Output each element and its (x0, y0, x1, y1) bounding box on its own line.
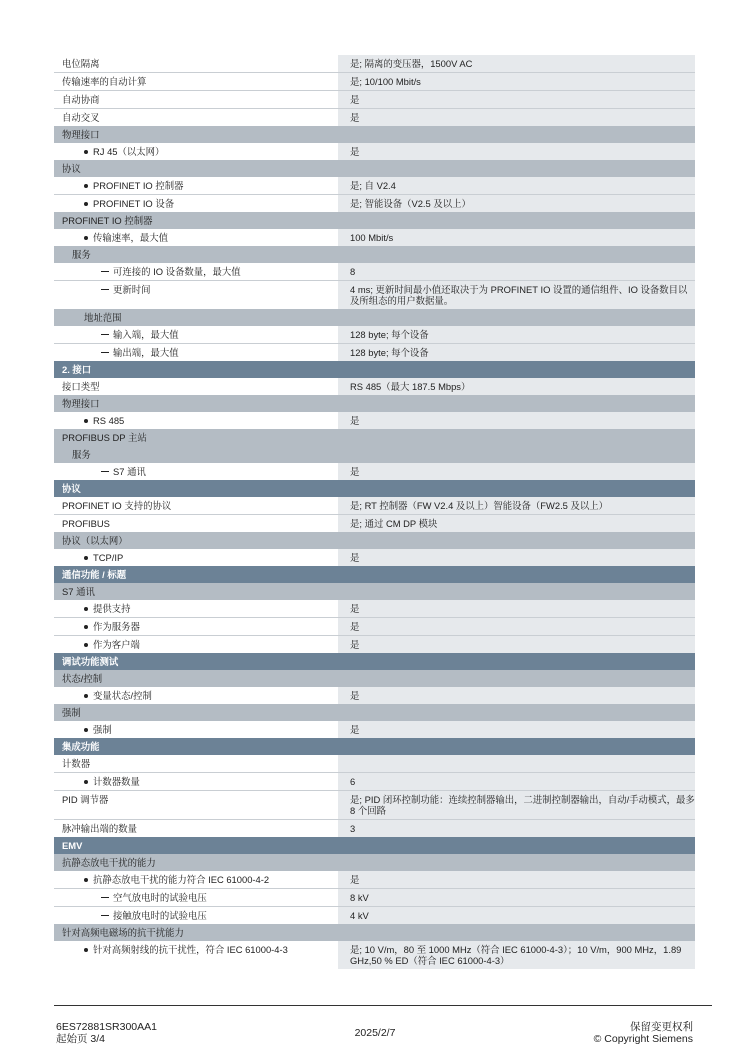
row-label (54, 549, 338, 566)
row-label (54, 429, 695, 446)
table-row (54, 280, 695, 309)
row-label (54, 143, 338, 160)
spec-table (54, 55, 695, 969)
table-row (54, 514, 695, 532)
group-header (54, 446, 695, 463)
group-header (54, 704, 695, 721)
row-label (54, 212, 695, 229)
row-label (54, 871, 338, 888)
group-header (54, 309, 695, 326)
row-label (54, 653, 695, 670)
row-label (54, 924, 695, 941)
row-label (54, 326, 338, 343)
table-row (54, 755, 695, 772)
copyright: © Copyright Siemens (593, 1033, 693, 1045)
bullet-icon (84, 150, 88, 154)
row-label-text: PROFIBUS DP 主站 (62, 432, 147, 443)
row-label-text: 作为服务器 (93, 621, 140, 632)
row-value: 6 (338, 773, 695, 790)
row-label (54, 395, 695, 412)
table-row (54, 871, 695, 888)
row-label (54, 755, 338, 772)
table-row (54, 412, 695, 429)
row-label-text: 2. 接口 (62, 364, 92, 375)
table-row (54, 194, 695, 212)
row-label-text: 输入端，最大值 (113, 329, 179, 340)
footer-date: 2025/2/7 (354, 1027, 396, 1039)
row-label-text: 自动交叉 (62, 112, 100, 123)
row-label-text: RS 485 (93, 415, 125, 426)
row-label (54, 281, 338, 309)
row-value: 是; 智能设备（V2.5 及以上） (338, 195, 695, 212)
row-value: 是 (338, 463, 695, 480)
row-label (54, 532, 695, 549)
row-label-text: PROFINET IO 设备 (93, 198, 175, 209)
row-label-text: 针对高频射线的抗干扰性，符合 IEC 61000-4-3 (93, 944, 288, 955)
row-label-text: 自动协商 (62, 94, 100, 105)
row-label (54, 91, 338, 108)
table-row (54, 941, 695, 969)
row-label-text: 集成功能 (62, 741, 100, 752)
row-label-text: 通信功能 / 标题 (62, 569, 127, 580)
row-label (54, 309, 695, 326)
group-header (54, 429, 695, 446)
row-label (54, 361, 695, 378)
row-value: 是; 隔离的变压器，1500V AC (338, 55, 695, 72)
row-label (54, 600, 338, 617)
table-row (54, 90, 695, 108)
row-label-text: S7 通讯 (113, 466, 146, 477)
group-header (54, 670, 695, 687)
table-row (54, 263, 695, 280)
dash-icon (101, 897, 109, 898)
bullet-icon (84, 202, 88, 206)
row-label-text: RJ 45（以太网） (93, 146, 165, 157)
footer-rule (54, 1005, 712, 1006)
row-value (338, 755, 695, 772)
table-row (54, 177, 695, 194)
row-label-text: 传输速率，最大值 (93, 232, 169, 243)
row-label (54, 618, 338, 635)
change-notice: 保留变更权利 (630, 1021, 693, 1033)
row-label-text: 服务 (72, 449, 91, 460)
row-label (54, 480, 695, 497)
row-label (54, 446, 695, 463)
group-header (54, 583, 695, 600)
page-indicator: 起始页 3/4 (56, 1033, 106, 1045)
table-row (54, 343, 695, 361)
row-label (54, 55, 338, 72)
row-value: 是 (338, 91, 695, 108)
row-label (54, 889, 338, 906)
footer-right (594, 1021, 693, 1045)
row-label (54, 378, 338, 395)
group-header (54, 395, 695, 412)
group-header (54, 924, 695, 941)
row-value: 4 kV (338, 907, 695, 924)
row-label (54, 463, 338, 480)
row-label-text: 物理接口 (62, 398, 100, 409)
row-value: 是; RT 控制器（FW V2.4 及以上）智能设备（FW2.5 及以上） (338, 497, 695, 514)
row-label (54, 195, 338, 212)
row-value: 8 kV (338, 889, 695, 906)
bullet-icon (84, 728, 88, 732)
bullet-icon (84, 694, 88, 698)
row-value: 8 (338, 263, 695, 280)
row-label-text: 更新时间 (113, 284, 151, 295)
row-label (54, 820, 338, 837)
row-label-text: 抗静态放电干扰的能力 (62, 857, 156, 868)
row-label (54, 126, 695, 143)
row-label (54, 177, 338, 194)
row-label (54, 497, 338, 514)
row-label-text: 变量状态/控制 (93, 690, 152, 701)
row-label (54, 687, 338, 704)
table-row (54, 906, 695, 924)
row-label-text: PROFINET IO 控制器 (62, 215, 153, 226)
table-row (54, 72, 695, 90)
row-label-text: 提供支持 (93, 603, 131, 614)
row-label-text: 可连接的 IO 设备数量，最大值 (113, 266, 241, 277)
table-row (54, 326, 695, 343)
row-label (54, 229, 338, 246)
row-value: 3 (338, 820, 695, 837)
section-header (54, 653, 695, 670)
bullet-icon (84, 236, 88, 240)
row-label (54, 738, 695, 755)
row-label-text: S7 通讯 (62, 586, 95, 597)
row-label-text: 地址范围 (84, 312, 122, 323)
group-header (54, 212, 695, 229)
table-row (54, 888, 695, 906)
row-label-text: 脉冲输出端的数量 (62, 823, 138, 834)
bullet-icon (84, 625, 88, 629)
table-row (54, 229, 695, 246)
row-value: 128 byte; 每个设备 (338, 344, 695, 361)
row-label-text: 协议 (62, 483, 81, 494)
row-label (54, 670, 695, 687)
row-label-text: PROFINET IO 控制器 (93, 180, 184, 191)
row-label (54, 773, 338, 790)
row-label (54, 907, 338, 924)
dash-icon (101, 289, 109, 290)
bullet-icon (84, 948, 88, 952)
row-label-text: 服务 (72, 249, 91, 260)
row-label (54, 412, 338, 429)
row-label (54, 721, 338, 738)
row-label-text: 强制 (93, 724, 112, 735)
row-label (54, 941, 338, 969)
table-row (54, 617, 695, 635)
dash-icon (101, 471, 109, 472)
row-value: 是; 10/100 Mbit/s (338, 73, 695, 90)
row-value: RS 485（最大 187.5 Mbps） (338, 378, 695, 395)
group-header (54, 854, 695, 871)
bullet-icon (84, 184, 88, 188)
bullet-icon (84, 780, 88, 784)
row-value: 是 (338, 636, 695, 653)
dash-icon (101, 334, 109, 335)
section-header (54, 738, 695, 755)
row-label-text: PID 调节器 (62, 794, 109, 805)
table-row (54, 55, 695, 72)
table-row (54, 772, 695, 790)
row-label (54, 704, 695, 721)
row-label (54, 791, 338, 819)
row-value: 是 (338, 109, 695, 126)
row-value: 是 (338, 600, 695, 617)
row-label-text: 电位隔离 (62, 58, 100, 69)
bullet-icon (84, 556, 88, 560)
row-value: 是 (338, 687, 695, 704)
table-row (54, 549, 695, 566)
row-value: 是 (338, 618, 695, 635)
row-label (54, 263, 338, 280)
row-value: 是 (338, 549, 695, 566)
row-value: 4 ms; 更新时间最小值还取决于为 PROFINET IO 设置的通信组件、IO 设备数目以及所组态的用户数据量。 (338, 281, 695, 309)
bullet-icon (84, 607, 88, 611)
section-header (54, 480, 695, 497)
section-header (54, 361, 695, 378)
row-label-text: PROFIBUS (62, 518, 110, 529)
table-row (54, 497, 695, 514)
row-label-text: 强制 (62, 707, 81, 718)
table-row (54, 600, 695, 617)
table-row (54, 721, 695, 738)
row-label-text: PROFINET IO 支持的协议 (62, 500, 172, 511)
row-label (54, 566, 695, 583)
bullet-icon (84, 878, 88, 882)
table-row (54, 108, 695, 126)
row-label (54, 583, 695, 600)
dash-icon (101, 915, 109, 916)
table-row (54, 790, 695, 819)
row-value: 128 byte; 每个设备 (338, 326, 695, 343)
row-label (54, 73, 338, 90)
table-row (54, 687, 695, 704)
row-label (54, 636, 338, 653)
table-row (54, 819, 695, 837)
row-label-text: 计数器 (62, 758, 91, 769)
row-label (54, 837, 695, 854)
group-header (54, 160, 695, 177)
row-label-text: 接触放电时的试验电压 (113, 910, 207, 921)
row-value: 是 (338, 721, 695, 738)
section-header (54, 837, 695, 854)
row-value: 是 (338, 412, 695, 429)
dash-icon (101, 271, 109, 272)
group-header (54, 532, 695, 549)
row-label-text: 传输速率的自动计算 (62, 76, 147, 87)
row-label-text: 抗静态放电干扰的能力符合 IEC 61000-4-2 (93, 874, 270, 885)
group-header (54, 246, 695, 263)
row-label (54, 160, 695, 177)
row-label (54, 854, 695, 871)
row-value: 是 (338, 143, 695, 160)
row-label-text: 物理接口 (62, 129, 100, 140)
row-label-text: 协议 (62, 163, 81, 174)
table-row (54, 463, 695, 480)
order-number: 6ES72881SR300AA1 (56, 1021, 157, 1033)
table-row (54, 143, 695, 160)
row-label-text: 计数器数量 (93, 776, 140, 787)
row-label-text: TCP/IP (93, 552, 124, 563)
row-value: 是; 10 V/m，80 至 1000 MHz（符合 IEC 61000-4-3）；10 V/m，900 MHz，1.89 GHz,50 % ED（符合 IEC 61000-4-3） (338, 941, 695, 969)
row-label-text: 接口类型 (62, 381, 100, 392)
row-label (54, 109, 338, 126)
row-label-text: 状态/控制 (62, 673, 103, 684)
section-header (54, 566, 695, 583)
group-header (54, 126, 695, 143)
bullet-icon (84, 419, 88, 423)
row-label (54, 515, 338, 532)
row-label-text: EMV (62, 840, 83, 851)
row-label-text: 调试功能测试 (62, 656, 119, 667)
dash-icon (101, 352, 109, 353)
footer-left (56, 1021, 157, 1045)
row-label-text: 针对高频电磁场的抗干扰能力 (62, 927, 184, 938)
row-value: 是; 自 V2.4 (338, 177, 695, 194)
row-label-text: 输出端，最大值 (113, 347, 179, 358)
row-label (54, 344, 338, 361)
table-row (54, 635, 695, 653)
row-value: 是; 通过 CM DP 模块 (338, 515, 695, 532)
row-value: 100 Mbit/s (338, 229, 695, 246)
bullet-icon (84, 643, 88, 647)
row-value: 是; PID 闭环控制功能：连续控制器输出，二进制控制器输出，自动/手动模式，最多 8 个回路 (338, 791, 695, 819)
row-label-text: 协议（以太网） (62, 535, 128, 546)
table-row (54, 378, 695, 395)
row-label-text: 作为客户端 (93, 639, 140, 650)
row-value: 是 (338, 871, 695, 888)
row-label-text: 空气放电时的试验电压 (113, 892, 207, 903)
row-label (54, 246, 695, 263)
